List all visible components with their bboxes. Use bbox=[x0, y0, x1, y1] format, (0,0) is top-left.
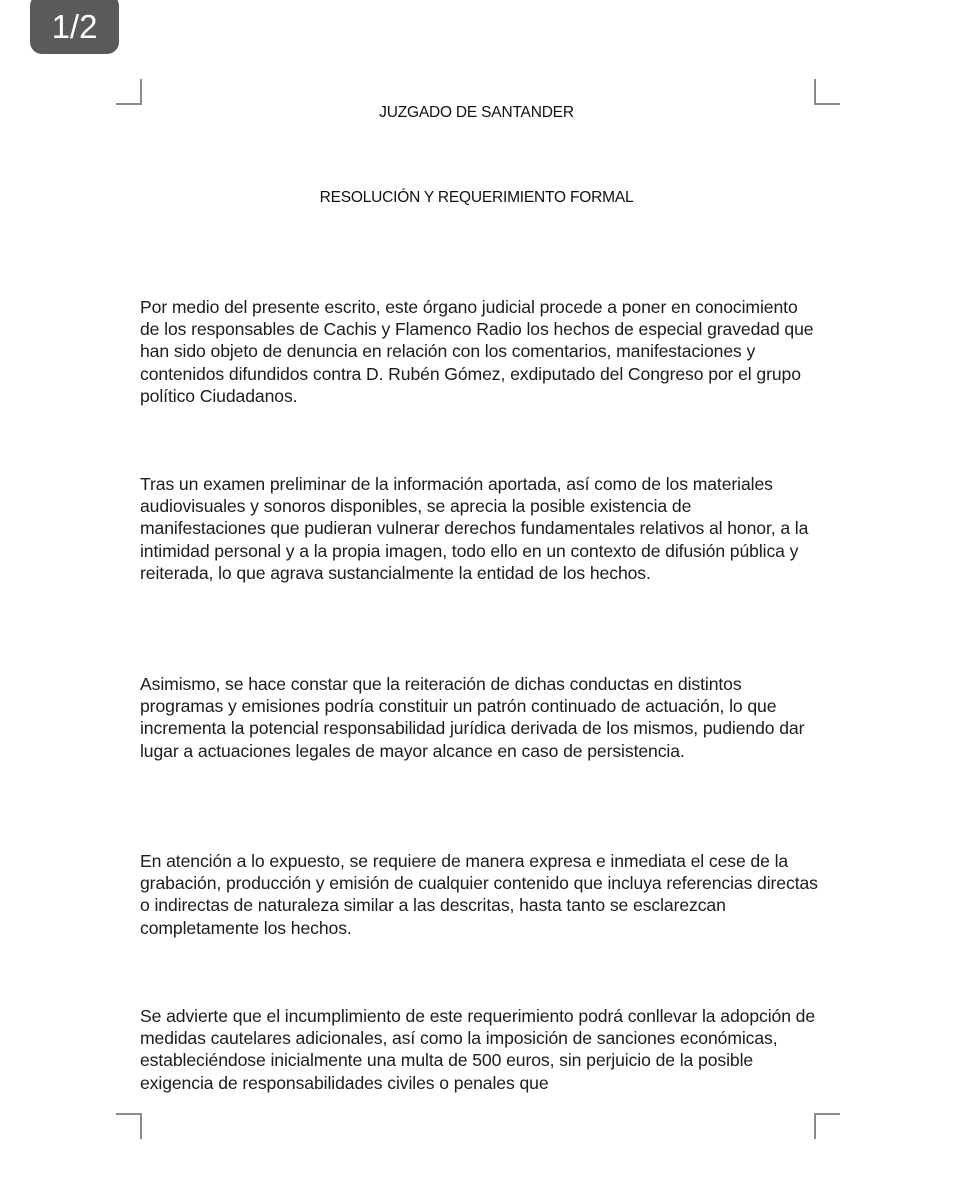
paragraph-2: Tras un examen preliminar de la información aportada, así como de los materiales audiovisuales y sonoros disponibles, se aprecia la posible existencia de manifestaciones que pudieran vulnerar derechos fundamentales relativos al honor, a la intimidad personal y a la propia imagen, todo ello en un contexto de difusión pública y reiterada, lo que agrava sustancialmente la entidad de los hechos. bbox=[140, 474, 809, 583]
paragraph-5: Se advierte que el incumplimiento de este requerimiento podrá conllevar la adopción de medidas cautelares adicionales, así como la imposición de sanciones económicas, estableciéndose inicialmente una multa de 500 euros, sin perjuicio de la posible exigencia de responsabilidades civiles o penales que bbox=[140, 1006, 816, 1093]
page-indicator: 1/2 bbox=[30, 0, 119, 54]
margin-crop-mark-top-left bbox=[116, 79, 142, 105]
margin-crop-mark-top-right bbox=[814, 79, 840, 105]
paragraph-4: En atención a lo expuesto, se requiere de manera expresa e inmediata el cese de la grabación, producción y emisión de cualquier contenido que incluya referencias directas o indirectas de naturaleza similar a las descritas, hasta tanto se esclarezcan completamente los hechos. bbox=[140, 851, 818, 938]
paragraph-3: Asimismo, se hace constar que la reiteración de dichas conductas en distintos programas y emisiones podría constituir un patrón continuado de actuación, lo que incrementa la potencial responsabilidad jurídica derivada de los mismos, pudiendo dar lugar a actuaciones legales de mayor alcance en caso de persistencia. bbox=[140, 674, 805, 761]
document-title: RESOLUCIÓN Y REQUERIMIENTO FORMAL bbox=[319, 189, 634, 206]
paragraph-1: Por medio del presente escrito, este órgano judicial procede a poner en conocimiento de los responsables de Cachis y Flamenco Radio los hechos de especial gravedad que han sido objeto de denuncia en relación con los comentarios, manifestaciones y contenidos difundidos contra D. Rubén Gómez, exdiputado del Congreso por el grupo político Ciudadanos. bbox=[140, 297, 814, 406]
margin-crop-mark-bottom-left bbox=[116, 1113, 142, 1139]
margin-crop-mark-bottom-right bbox=[814, 1113, 840, 1139]
court-name: JUZGADO DE SANTANDER bbox=[379, 104, 574, 121]
